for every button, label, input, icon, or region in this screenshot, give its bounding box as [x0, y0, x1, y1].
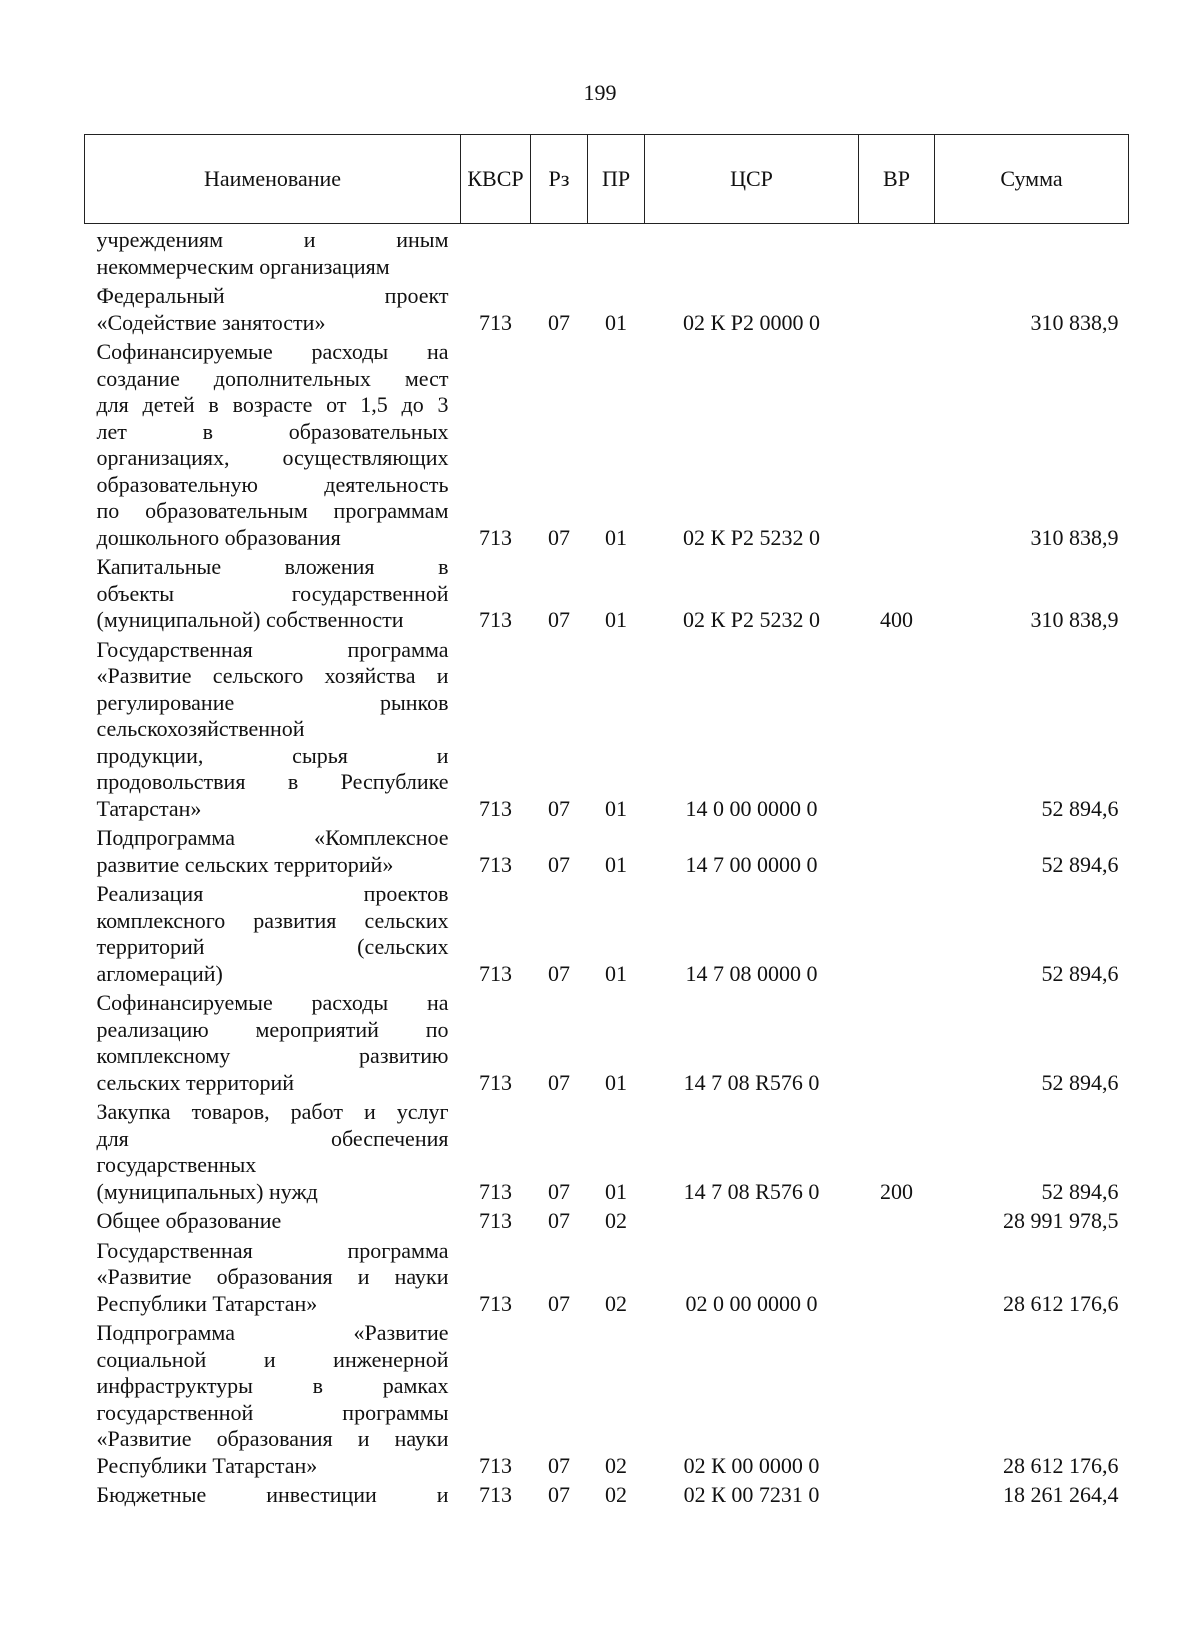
cell-rz: 07 [548, 524, 570, 550]
cell-pr: 02 [605, 1290, 627, 1316]
cell-rz [531, 224, 588, 281]
cell-name-line: «Развитие образования и науки [96, 1426, 449, 1451]
cell-vr [859, 634, 935, 823]
cell-name [85, 878, 461, 987]
cell-csr: 02 К Р2 0000 0 [683, 309, 820, 335]
cell-vr [859, 1235, 935, 1318]
cell-sum: 52 894,6 [1041, 960, 1119, 986]
cell-name [85, 336, 461, 551]
cell-name [85, 1317, 461, 1479]
table-row [85, 1317, 1129, 1479]
cell-vr: 400 [880, 607, 913, 632]
cell-vr [859, 1317, 935, 1479]
cell-name [85, 224, 461, 281]
cell-name-line: (муниципальных) нужд [96, 1178, 318, 1204]
cell-name-line: Республики Татарстан» [96, 1290, 318, 1316]
cell-name-line: Софинансируемые расходы на [96, 990, 449, 1015]
cell-csr: 02 0 00 0000 0 [685, 1290, 818, 1316]
header-vr: ВР [859, 135, 935, 224]
cell-name-line: создание дополнительных мест [96, 365, 449, 391]
cell-rz: 07 [548, 960, 570, 986]
cell-name-line: сельскохозяйственной [96, 716, 305, 741]
cell-kvsr: 713 [479, 524, 512, 550]
cell-name-line: комплексному развитию [96, 1043, 449, 1068]
cell-csr: 14 7 08 0000 0 [685, 960, 818, 986]
cell-name-line: регулирование рынков [96, 689, 449, 715]
table-row [85, 551, 1129, 634]
cell-pr: 02 [605, 1208, 627, 1233]
header-pr: ПР [588, 135, 645, 224]
cell-vr [859, 878, 935, 987]
cell-rz: 07 [548, 795, 570, 821]
cell-name-line: Республики Татарстан» [96, 1452, 318, 1478]
cell-kvsr: 713 [479, 1482, 512, 1507]
cell-rz: 07 [548, 607, 570, 632]
cell-vr [859, 280, 935, 336]
cell-kvsr: 713 [479, 1208, 512, 1233]
cell-name-line: образовательную деятельность [96, 471, 449, 497]
cell-pr: 01 [605, 607, 627, 632]
cell-name-line: комплексного развития сельских [96, 907, 449, 933]
table-row [85, 224, 1129, 281]
cell-name [85, 1205, 461, 1235]
cell-sum: 28 612 176,6 [1003, 1452, 1119, 1478]
cell-name-line: территорий (сельских [96, 934, 449, 959]
cell-vr [859, 224, 935, 281]
cell-name-line: Государственная программа [96, 1237, 449, 1263]
cell-name-line: сельских территорий [96, 1069, 295, 1095]
cell-vr [859, 1479, 935, 1509]
cell-name-line: Бюджетные инвестиции и [96, 1482, 449, 1507]
cell-sum: 52 894,6 [1041, 1178, 1119, 1204]
cell-sum: 310 838,9 [1030, 524, 1119, 550]
cell-name-line: «Содействие занятости» [96, 309, 326, 335]
cell-name-line: инфраструктуры в рамках [96, 1373, 449, 1398]
cell-kvsr: 713 [479, 960, 512, 986]
cell-rz: 07 [548, 1452, 570, 1478]
cell-name-line: государственных [96, 1152, 257, 1177]
cell-name-line: для детей в возрасте от 1,5 до 3 [96, 392, 449, 417]
table-row [85, 634, 1129, 823]
cell-vr [859, 822, 935, 878]
cell-rz: 07 [548, 851, 570, 877]
cell-vr [859, 1205, 935, 1235]
cell-name-line: (муниципальной) собственности [96, 607, 404, 632]
cell-kvsr [461, 224, 531, 281]
cell-csr: 02 К Р2 5232 0 [683, 524, 820, 550]
cell-name-line: реализацию мероприятий по [96, 1016, 449, 1042]
table-row [85, 1235, 1129, 1318]
cell-name-line: агломераций) [96, 960, 223, 986]
cell-rz: 07 [548, 1178, 570, 1204]
cell-name-line: Подпрограмма «Комплексное [96, 825, 449, 850]
cell-kvsr: 713 [479, 1290, 512, 1316]
cell-name [85, 1235, 461, 1318]
cell-vr [859, 336, 935, 551]
cell-name-line: продовольствия в Республике [96, 769, 449, 794]
table-row [85, 822, 1129, 878]
cell-pr: 01 [605, 309, 627, 335]
cell-csr: 02 К Р2 5232 0 [683, 607, 820, 632]
cell-name-line: организациях, осуществляющих [96, 445, 449, 470]
cell-name-line: Государственная программа [96, 636, 449, 662]
cell-name-line: для обеспечения [96, 1125, 449, 1151]
table-row [85, 336, 1129, 551]
cell-csr: 14 7 00 0000 0 [685, 851, 818, 877]
cell-name-line: Федеральный проект [96, 283, 449, 308]
cell-sum: 28 612 176,6 [1003, 1290, 1119, 1316]
cell-name-line: по образовательным программам [96, 498, 449, 523]
cell-vr: 200 [880, 1178, 913, 1204]
table-row [85, 1096, 1129, 1205]
table-header [85, 135, 1129, 224]
cell-sum: 28 991 978,5 [1003, 1208, 1119, 1233]
cell-kvsr: 713 [479, 309, 512, 335]
cell-name [85, 551, 461, 634]
cell-name [85, 822, 461, 878]
cell-sum: 52 894,6 [1041, 1069, 1119, 1095]
cell-pr [588, 224, 645, 281]
cell-name-line: лет в образовательных [96, 418, 449, 444]
cell-kvsr: 713 [479, 1069, 512, 1095]
table-row [85, 987, 1129, 1096]
cell-name-line: Капитальные вложения в [96, 554, 449, 579]
table-row [85, 1205, 1129, 1235]
cell-rz: 07 [548, 309, 570, 335]
cell-name-line: Закупка товаров, работ и услуг [96, 1099, 449, 1124]
cell-kvsr: 713 [479, 1178, 512, 1204]
cell-sum: 18 261 264,4 [1003, 1482, 1119, 1507]
cell-name-line: Татарстан» [96, 795, 202, 821]
cell-csr [645, 224, 859, 281]
cell-pr: 01 [605, 851, 627, 877]
cell-csr [645, 1205, 859, 1235]
cell-name-line: некоммерческим организациям [96, 253, 390, 279]
cell-sum: 310 838,9 [1030, 309, 1119, 335]
cell-name-line: учреждениям и иным [96, 227, 449, 252]
cell-name-line: Реализация проектов [96, 881, 449, 906]
cell-pr: 01 [605, 795, 627, 821]
table-row [85, 1479, 1129, 1509]
cell-csr: 02 К 00 0000 0 [683, 1452, 820, 1478]
cell-name-line: Подпрограмма «Развитие [96, 1320, 449, 1345]
cell-csr: 02 К 00 7231 0 [683, 1482, 820, 1507]
cell-sum [935, 224, 1129, 281]
cell-sum: 52 894,6 [1041, 795, 1119, 821]
cell-name-line: социальной и инженерной [96, 1346, 449, 1372]
cell-name-line: государственной программы [96, 1399, 449, 1425]
header-sum: Сумма [935, 135, 1129, 224]
cell-pr: 02 [605, 1452, 627, 1478]
cell-pr: 01 [605, 1069, 627, 1095]
header-rz: Рз [531, 135, 588, 224]
cell-name [85, 1479, 461, 1509]
table-row [85, 878, 1129, 987]
cell-vr [859, 987, 935, 1096]
cell-name-line: «Развитие сельского хозяйства и [96, 663, 449, 688]
cell-name [85, 280, 461, 336]
cell-name-line: объекты государственной [96, 580, 449, 606]
cell-rz: 07 [548, 1290, 570, 1316]
cell-name-line: дошкольного образования [96, 524, 341, 550]
page-number: 199 [583, 80, 617, 105]
cell-csr: 14 7 08 R576 0 [683, 1069, 820, 1095]
cell-csr: 14 7 08 R576 0 [683, 1178, 820, 1204]
cell-pr: 01 [605, 960, 627, 986]
cell-rz: 07 [548, 1482, 570, 1507]
cell-kvsr: 713 [479, 1452, 512, 1478]
cell-name-line: «Развитие образования и науки [96, 1264, 449, 1289]
cell-sum: 310 838,9 [1030, 607, 1119, 632]
cell-name-line: Общее образование [96, 1208, 282, 1233]
cell-rz: 07 [548, 1069, 570, 1095]
header-csr: ЦСР [645, 135, 859, 224]
cell-rz: 07 [548, 1208, 570, 1233]
cell-pr: 01 [605, 1178, 627, 1204]
cell-sum: 52 894,6 [1041, 851, 1119, 877]
header-kvsr: КВСР [461, 135, 531, 224]
cell-pr: 01 [605, 524, 627, 550]
cell-name [85, 1096, 461, 1205]
budget-table [84, 134, 1129, 1509]
cell-kvsr: 713 [479, 795, 512, 821]
cell-pr: 02 [605, 1482, 627, 1507]
cell-kvsr: 713 [479, 607, 512, 632]
table-body [85, 224, 1129, 1509]
cell-name [85, 987, 461, 1096]
cell-name-line: развитие сельских территорий» [96, 851, 394, 877]
header-name: Наименование [85, 135, 461, 224]
cell-name-line: продукции, сырья и [96, 742, 449, 768]
cell-kvsr: 713 [479, 851, 512, 877]
cell-csr: 14 0 00 0000 0 [685, 795, 818, 821]
cell-name [85, 634, 461, 823]
cell-name-line: Софинансируемые расходы на [96, 339, 449, 364]
table-row [85, 280, 1129, 336]
